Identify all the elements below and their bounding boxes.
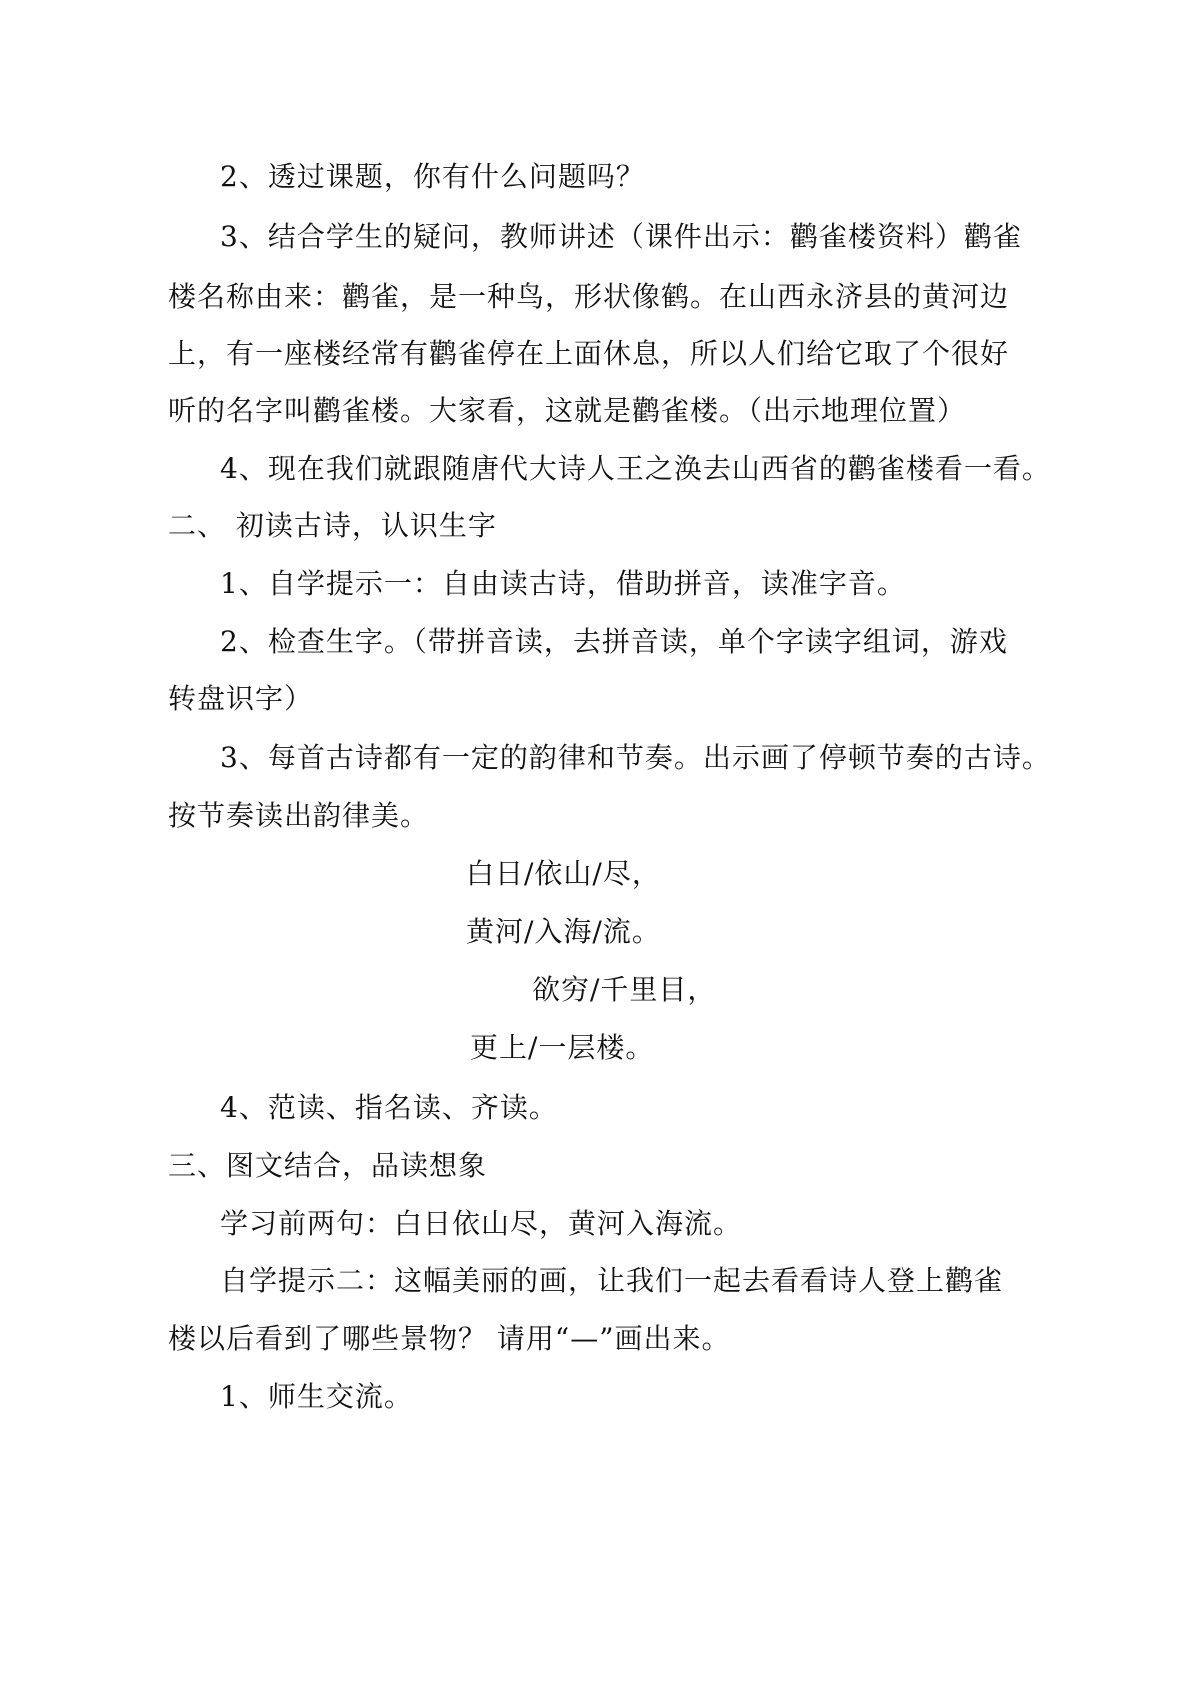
paragraph-line: 自学提示二：这幅美丽的画，让我们一起去看看诗人登上鹳雀 bbox=[220, 1264, 1004, 1297]
paragraph-line: 按节奏读出韵律美。 bbox=[168, 799, 430, 832]
paragraph-line: 4、现在我们就跟随唐代大诗人王之涣去山西省的鹳雀楼看一看。 bbox=[220, 452, 1051, 485]
paragraph-line: 2、检查生字。（带拼音读，去拼音读，单个字读字组词，游戏 bbox=[220, 625, 1008, 658]
paragraph-line: 听的名字叫鹳雀楼。大家看，这就是鹳雀楼。（出示地理位置） bbox=[168, 394, 967, 427]
paragraph-line: 转盘识字） bbox=[168, 682, 314, 715]
paragraph-line: 楼名称由来：鹳雀，是一种鸟，形状像鹤。在山西永济县的黄河边 bbox=[168, 280, 1010, 313]
paragraph-line: 1、师生交流。 bbox=[220, 1380, 413, 1413]
paragraph-line: 3、结合学生的疑问，教师讲述（课件出示：鹳雀楼资料）鹳雀 bbox=[220, 220, 1022, 253]
paragraph-line: 上，有一座楼经常有鹳雀停在上面休息，所以人们给它取了个很好 bbox=[168, 337, 1010, 370]
poem-line: 黄河/入海/流。 bbox=[466, 915, 661, 948]
paragraph-line: 学习前两句：白日依山尽，黄河入海流。 bbox=[220, 1207, 743, 1240]
paragraph-line: 3、每首古诗都有一定的韵律和节奏。出示画了停顿节奏的古诗。 bbox=[220, 741, 1051, 774]
paragraph-line: 4、范读、指名读、齐读。 bbox=[220, 1091, 558, 1124]
poem-line: 欲穷/千里目， bbox=[532, 973, 717, 1006]
section-heading: 二、 初读古诗，认识生字 bbox=[168, 509, 497, 542]
section-heading: 三、图文结合，品读想象 bbox=[168, 1149, 488, 1182]
poem-line: 更上/一层楼。 bbox=[470, 1031, 655, 1064]
paragraph-line: 2、透过课题，你有什么问题吗？ bbox=[220, 160, 645, 193]
paragraph-line: 1、自学提示一：自由读古诗，借助拼音，读准字音。 bbox=[220, 567, 906, 600]
paragraph-line: 楼以后看到了哪些景物？ 请用“—”画出来。 bbox=[168, 1322, 731, 1355]
poem-line: 白日/依山/尽， bbox=[466, 857, 661, 890]
